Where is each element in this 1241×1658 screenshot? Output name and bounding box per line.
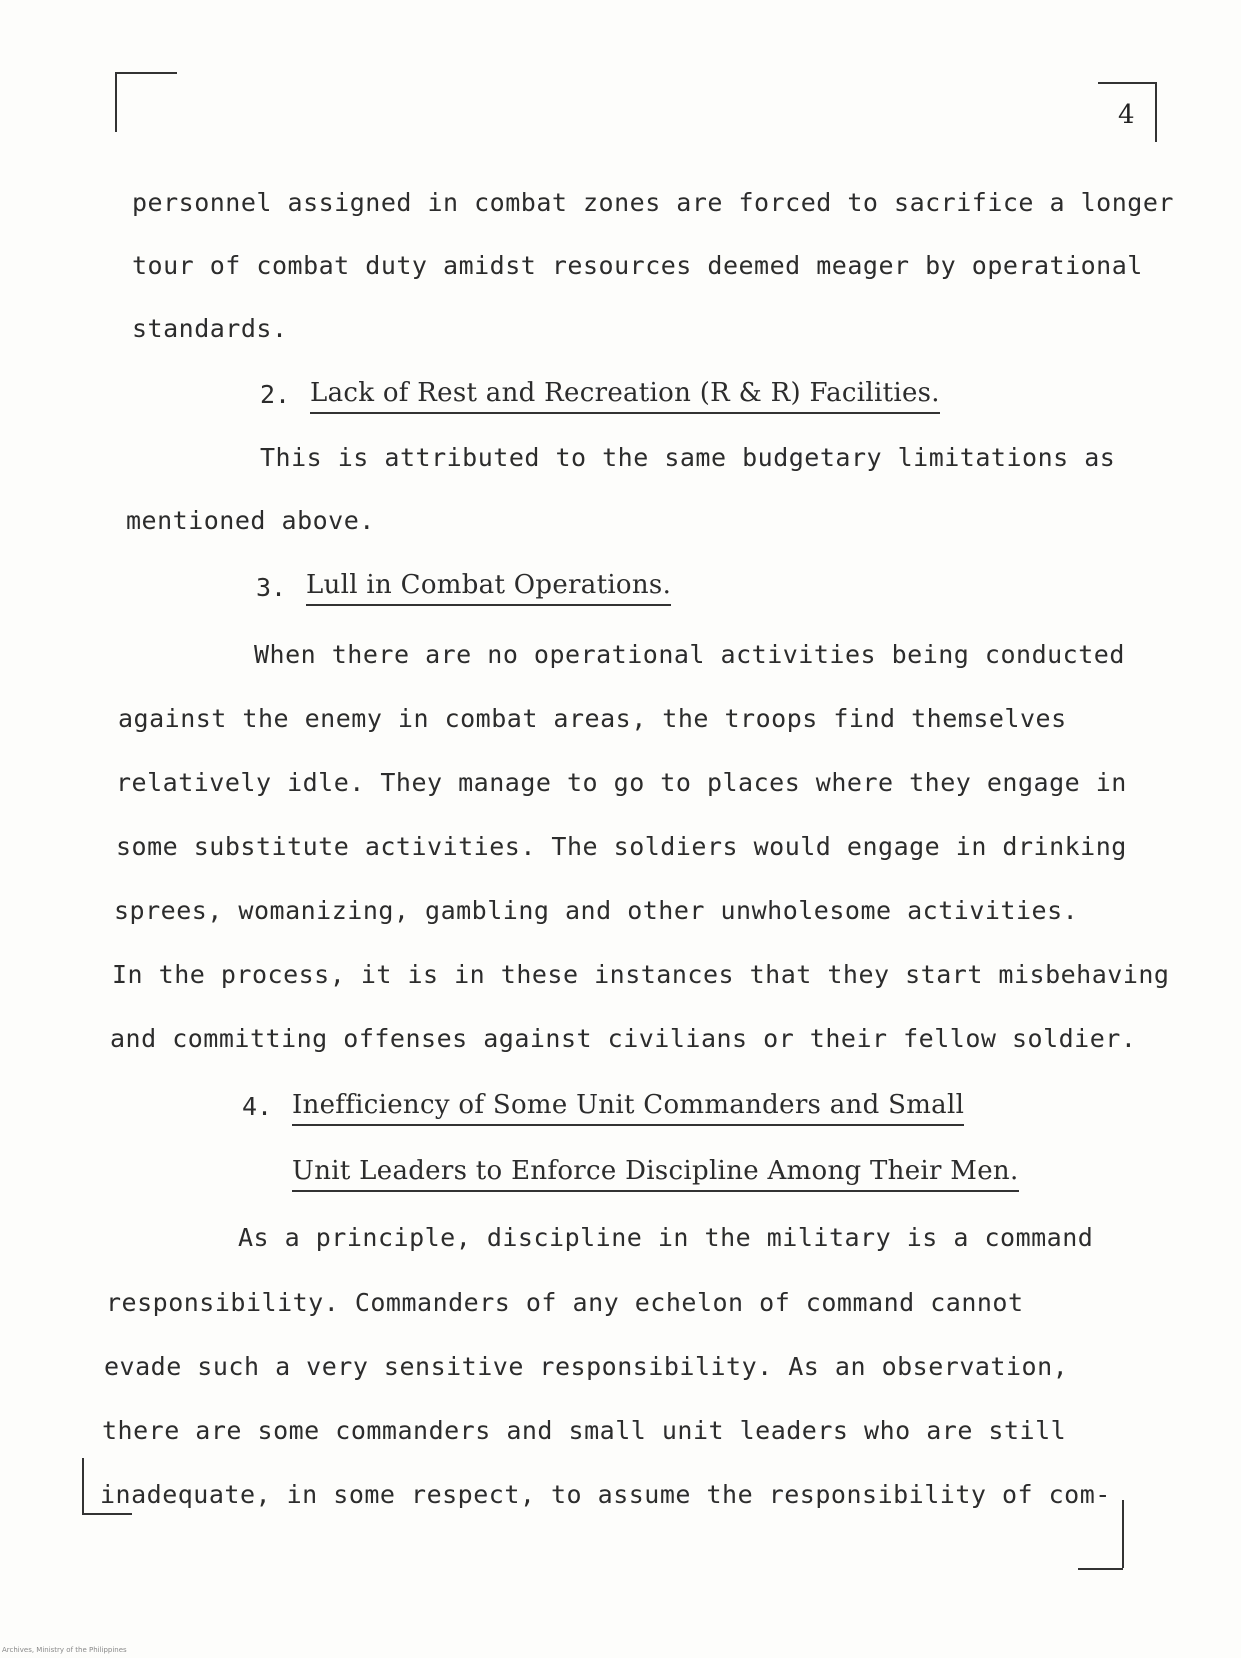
crop-mark-top-left [115,72,177,74]
section-2-line: mentioned above. [126,506,375,535]
section-4-line: evade such a very sensitive responsibility. As an observation, [104,1352,1069,1381]
section-3-line: sprees, womanizing, gambling and other unwholesome activities. [114,896,1079,925]
section-2-line: This is attributed to the same budgetary limitations as [260,443,1116,472]
section-3-number: 3. [256,573,287,602]
crop-mark-bottom-left-vertical [82,1458,84,1515]
section-3-title: Lull in Combat Operations. [306,570,671,606]
crop-mark-bottom-left [82,1513,132,1515]
section-2-title: Lack of Rest and Recreation (R & R) Facilities. [310,378,940,414]
section-4-title-line-2: Unit Leaders to Enforce Discipline Among Their Men. [292,1156,1019,1192]
section-4-number: 4. [242,1092,273,1121]
crop-mark-top-right-vertical [1155,82,1157,142]
section-4-line: responsibility. Commanders of any echelon of command cannot [106,1288,1024,1317]
section-4-line: there are some commanders and small unit leaders who are still [102,1416,1067,1445]
intro-line: personnel assigned in combat zones are forced to sacrifice a longer [132,188,1174,217]
intro-line: tour of combat duty amidst resources deemed meager by operational [132,251,1143,280]
section-3-line: relatively idle. They manage to go to places where they engage in [116,768,1127,797]
crop-mark-top-left-vertical [115,72,117,132]
section-3-line: In the process, it is in these instances that they start misbehaving [112,960,1170,989]
crop-mark-bottom-right [1078,1568,1123,1570]
intro-line: standards. [132,314,288,343]
section-2-number: 2. [260,380,291,409]
section-3-line: and committing offenses against civilians or their fellow soldier. [110,1024,1137,1053]
crop-mark-bottom-right-vertical [1122,1500,1124,1568]
section-4-line: As a principle, discipline in the military is a command [238,1223,1094,1252]
scan-footer: Archives, Ministry of the Philippines [2,1646,127,1654]
section-3-line: against the enemy in combat areas, the troops find themselves [118,704,1067,733]
section-4-line: inadequate, in some respect, to assume the responsibility of com- [100,1480,1111,1509]
section-4-title-line-1: Inefficiency of Some Unit Commanders and Small [292,1090,964,1126]
crop-mark-top-right [1098,82,1156,84]
section-3-line: When there are no operational activities being conducted [254,640,1125,669]
page-number: 4 [1118,100,1135,130]
section-3-line: some substitute activities. The soldiers would engage in drinking [116,832,1127,861]
